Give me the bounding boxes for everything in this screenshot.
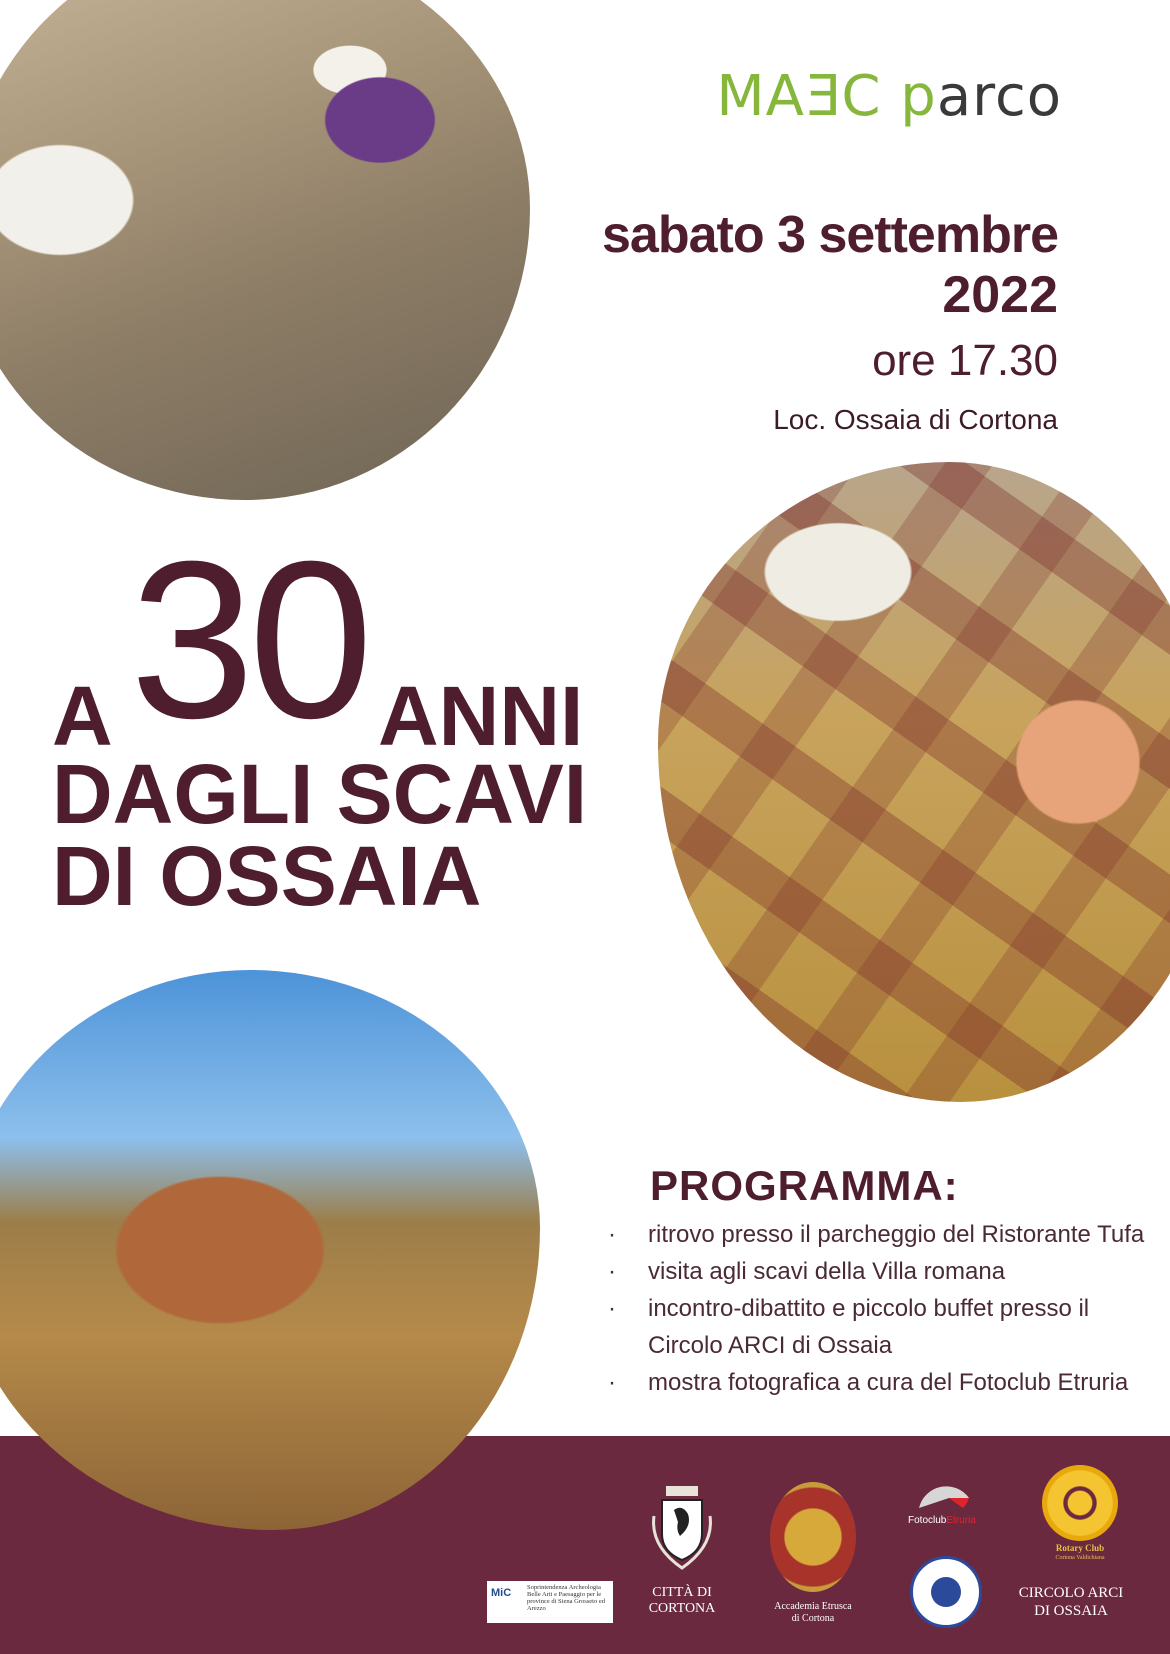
programma-list	[608, 1216, 1168, 1401]
list-item: · mostra fotografica a cura del Fotoclub Etruria	[608, 1369, 1129, 1396]
list-item: · incontro-dibattito e piccolo buffet presso il Circolo ARCI di Ossaia	[608, 1295, 1090, 1359]
logo-text-c: C	[841, 64, 882, 129]
rotary-wheel-icon	[1042, 1465, 1118, 1541]
title-anni: ANNI	[378, 669, 584, 763]
title-line2: DAGLI SCAVI	[52, 747, 588, 841]
cortona-label: CITTÀ DI CORTONA	[648, 1585, 716, 1616]
programma-heading: PROGRAMMA:	[650, 1162, 959, 1209]
rotary-label: Rotary Club Cortona Valdichiana	[1055, 1543, 1105, 1561]
arci-label: CIRCOLO ARCI DI OSSAIA	[1018, 1585, 1124, 1619]
event-year: 2022	[942, 266, 1058, 324]
title-line3: DI OSSAIA	[52, 829, 482, 923]
logo-text-ma: MA	[716, 64, 805, 129]
event-location: Loc. Ossaia di Cortona	[773, 404, 1058, 435]
sports-group-icon	[910, 1556, 982, 1628]
mosaic-restoration-photo	[658, 462, 1170, 1102]
excavation-photo-top	[0, 0, 530, 500]
fotoclub-label: FotoclubEtruria	[908, 1515, 976, 1526]
maec-parco-logo	[716, 64, 1062, 129]
cortona-crest-icon	[648, 1486, 716, 1570]
list-item: · visita agli scavi della Villa romana	[608, 1258, 1006, 1285]
logo-text-p: p	[900, 64, 937, 129]
title-a: A	[52, 669, 113, 763]
logo-text-e: E	[804, 64, 842, 129]
fotoclub-icon	[913, 1468, 975, 1512]
title-number: 30	[130, 515, 368, 765]
list-item: · ritrovo presso il parcheggio del Ristorante Tufa	[608, 1221, 1145, 1248]
logo-text-arco: arco	[936, 64, 1062, 129]
event-date-line1: sabato 3 settembre	[602, 206, 1058, 264]
accademia-label: Accademia Etrusca di Cortona	[774, 1601, 852, 1624]
mic-logo: MiC Soprintendenza Archeologia Belle Arti e Paesaggio per le province di Siena Grosseto ed Arezzo	[487, 1581, 613, 1623]
event-time: ore 17.30	[872, 336, 1058, 385]
accademia-seal-icon	[770, 1482, 856, 1592]
